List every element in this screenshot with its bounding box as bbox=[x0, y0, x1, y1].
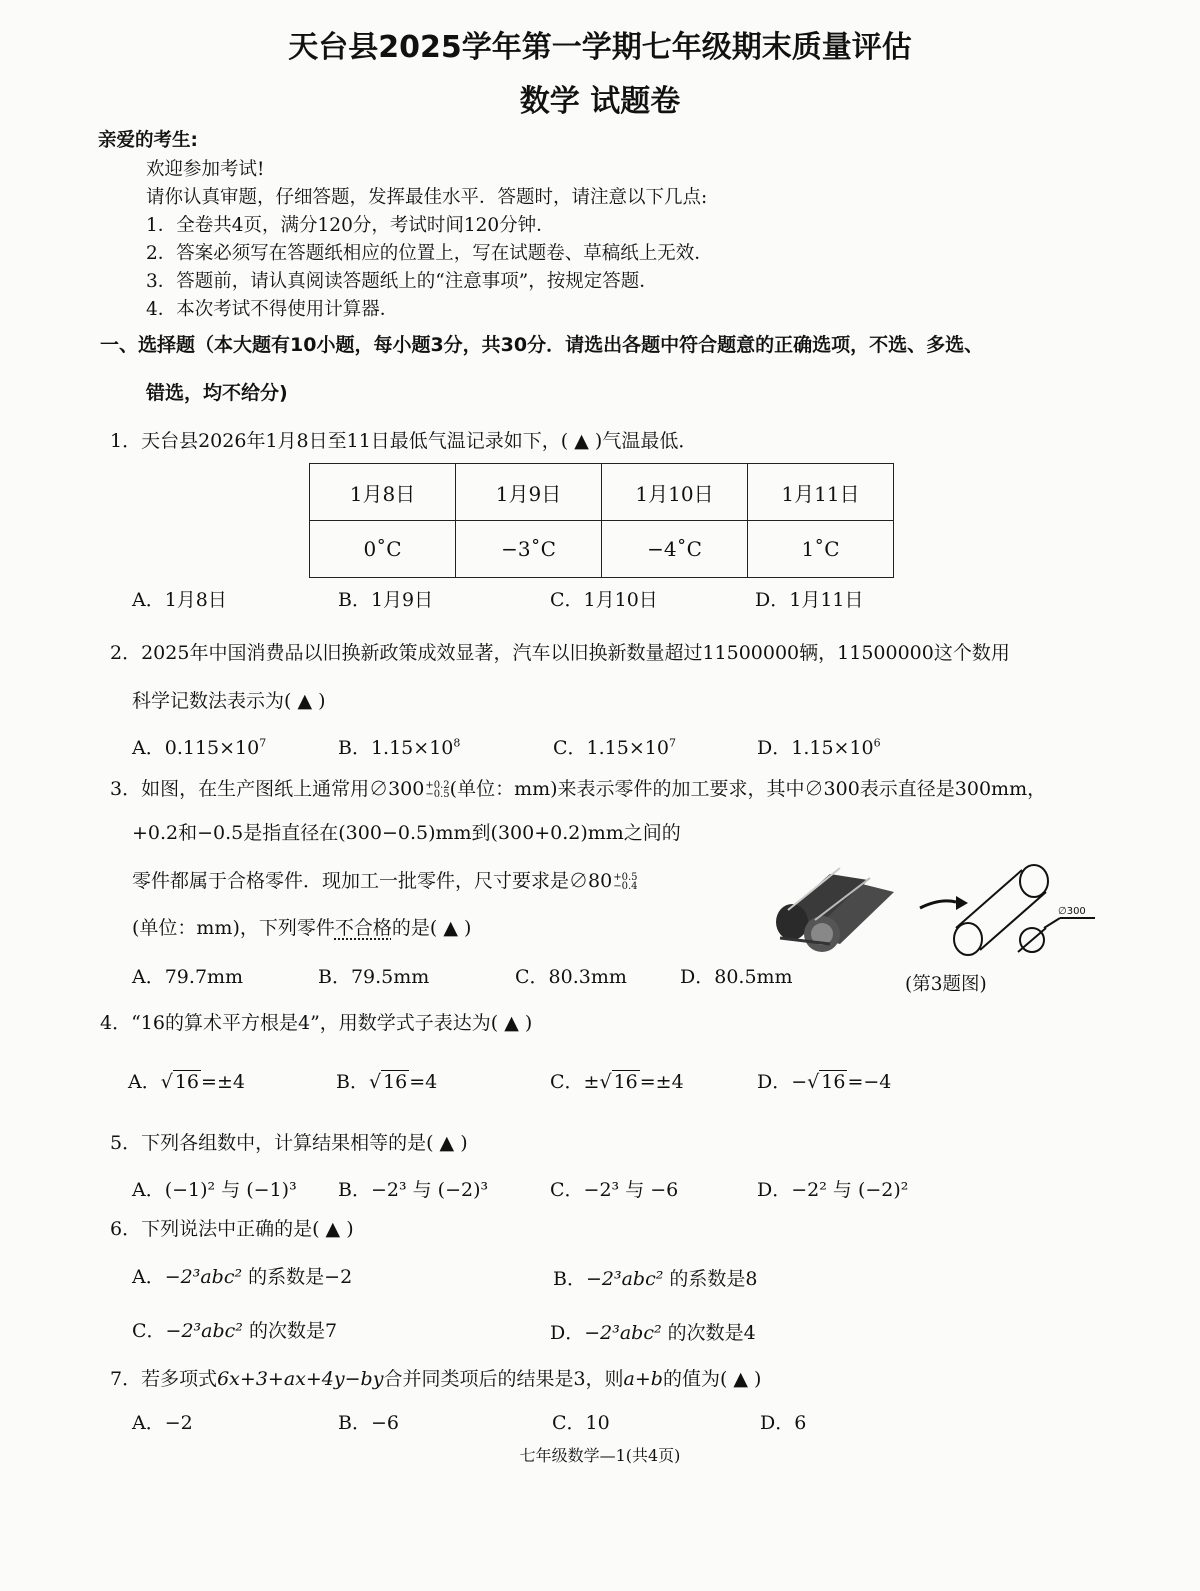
question-3-line4: (单位：mm)，下列零件不合格的是( ▲ ) bbox=[132, 917, 472, 939]
section-heading: 一、选择题（本大题有10小题，每小题3分，共30分．请选出各题中符合题意的正确选项，不选、多选、 bbox=[100, 334, 984, 356]
option-c: C．−2³ 与 −6 bbox=[550, 1179, 679, 1201]
option-b: B．$1.15\times 10^8$ bbox=[338, 736, 461, 759]
diameter-symbol bbox=[1018, 918, 1095, 952]
notice-welcome: 欢迎参加考试! bbox=[146, 159, 265, 180]
option-b: B．1月9日 bbox=[338, 589, 434, 611]
notice-greeting: 亲爱的考生: bbox=[98, 130, 198, 151]
table-cell: 1月9日 bbox=[456, 464, 602, 521]
option-d: D．$1.15\times 10^6$ bbox=[757, 736, 881, 759]
question-3-line3: 零件都属于合格零件．现加工一批零件，尺寸要求是∅80 +0.5 −0.4 bbox=[132, 870, 638, 892]
option-b: B．−2³abc² 的系数是8 bbox=[553, 1268, 758, 1290]
table-row bbox=[310, 521, 894, 578]
option-a: A．79.7mm bbox=[132, 966, 244, 988]
exam-subtitle: 数学 试题卷 bbox=[519, 84, 681, 119]
notice-item: 4．本次考试不得使用计算器． bbox=[146, 299, 399, 320]
option-a: A．√ 16 =±4 bbox=[128, 1071, 245, 1093]
logs-image bbox=[776, 868, 894, 952]
question-2-stem-cont: 科学记数法表示为( ▲ ) bbox=[132, 690, 326, 712]
option-d: D．−2³abc² 的次数是4 bbox=[550, 1322, 756, 1344]
option-a: A．1月8日 bbox=[132, 589, 227, 611]
table-cell: 0˚C bbox=[310, 521, 456, 578]
option-d: D．6 bbox=[760, 1412, 807, 1434]
table-cell: −3˚C bbox=[456, 521, 602, 578]
figure-caption: (第3题图) bbox=[905, 974, 987, 995]
question-6-stem: 6．下列说法中正确的是( ▲ ) bbox=[110, 1218, 354, 1240]
option-c: C．$1.15\times 10^7$ bbox=[553, 736, 676, 759]
arrow-icon bbox=[920, 901, 956, 908]
question-4-stem: 4．“16的算术平方根是4”，用数学式子表达为( ▲ ) bbox=[100, 1012, 533, 1034]
question-5-stem: 5．下列各组数中，计算结果相等的是( ▲ ) bbox=[110, 1132, 468, 1154]
option-b: B．√ 16 =4 bbox=[336, 1071, 438, 1093]
option-c: C．80.3mm bbox=[515, 966, 627, 988]
table-cell: 1月10日 bbox=[602, 464, 748, 521]
notice-item: 3．答题前，请认真阅读答题纸上的“注意事项”，按规定答题． bbox=[146, 271, 658, 292]
option-d: D．1月11日 bbox=[755, 589, 864, 611]
option-d: D．−√ 16 =−4 bbox=[757, 1071, 892, 1093]
table-cell: 1月11日 bbox=[748, 464, 894, 521]
question-3-line2: +0.2和−0.5是指直径在(300−0.5)mm到(300+0.2)mm之间的 bbox=[132, 822, 681, 844]
figure-label: ∅300 bbox=[1058, 906, 1086, 917]
table-cell: 1月8日 bbox=[310, 464, 456, 521]
option-b: B．−6 bbox=[338, 1412, 399, 1434]
question-3-stem: 3．如图，在生产图纸上通常用∅300 +0.2 −0.5 (单位：mm)来表示零件的加工要求，其中∅300表示直径是300mm， bbox=[110, 778, 1047, 800]
section-heading-cont: 错选，均不给分) bbox=[146, 382, 288, 404]
option-a: A．−2 bbox=[132, 1412, 193, 1434]
option-c: C．−2³abc² 的次数是7 bbox=[132, 1320, 338, 1342]
exam-title: 天台县2025学年第一学期七年级期末质量评估 bbox=[288, 30, 912, 65]
table-row bbox=[310, 464, 894, 521]
option-d: D．−2² 与 (−2)² bbox=[757, 1179, 909, 1201]
option-c: C．1月10日 bbox=[550, 589, 658, 611]
option-c: C．±√ 16 =±4 bbox=[550, 1071, 684, 1093]
option-c: C．10 bbox=[552, 1412, 610, 1434]
option-b: B．−2³ 与 (−2)³ bbox=[338, 1179, 489, 1201]
option-a: A．(−1)² 与 (−1)³ bbox=[132, 1179, 297, 1201]
page-footer: 七年级数学—1(共4页) bbox=[519, 1446, 681, 1465]
temperature-table bbox=[309, 463, 894, 578]
option-d: D．80.5mm bbox=[680, 966, 793, 988]
question-1-stem: 1．天台县2026年1月8日至11日最低气温记录如下，( ▲ )气温最低． bbox=[110, 430, 698, 452]
notice-item: 2．答案必须写在答题纸相应的位置上，写在试题卷、草稿纸上无效． bbox=[146, 243, 713, 264]
notice-intro: 请你认真审题，仔细答题，发挥最佳水平．答题时，请注意以下几点: bbox=[146, 187, 708, 208]
notice-item: 1．全卷共4页，满分120分，考试时间120分钟． bbox=[146, 215, 555, 236]
cylinder-drawing bbox=[954, 865, 1048, 955]
table-cell: −4˚C bbox=[602, 521, 748, 578]
option-a: A．−2³abc² 的系数是−2 bbox=[132, 1266, 353, 1288]
question-7-stem: 7．若多项式6x+3+ax+4y−by合并同类项后的结果是3，则a+b的值为( ▲ ) bbox=[110, 1368, 762, 1390]
table-cell: 1˚C bbox=[748, 521, 894, 578]
option-a: A．$0.115\times 10^7$ bbox=[132, 736, 267, 759]
question-3-figure bbox=[770, 858, 1100, 963]
question-2-stem: 2．2025年中国消费品以旧换新政策成效显著，汽车以旧换新数量超过11500000辆，11500000这个数用 bbox=[110, 642, 1010, 664]
option-b: B．79.5mm bbox=[318, 966, 430, 988]
